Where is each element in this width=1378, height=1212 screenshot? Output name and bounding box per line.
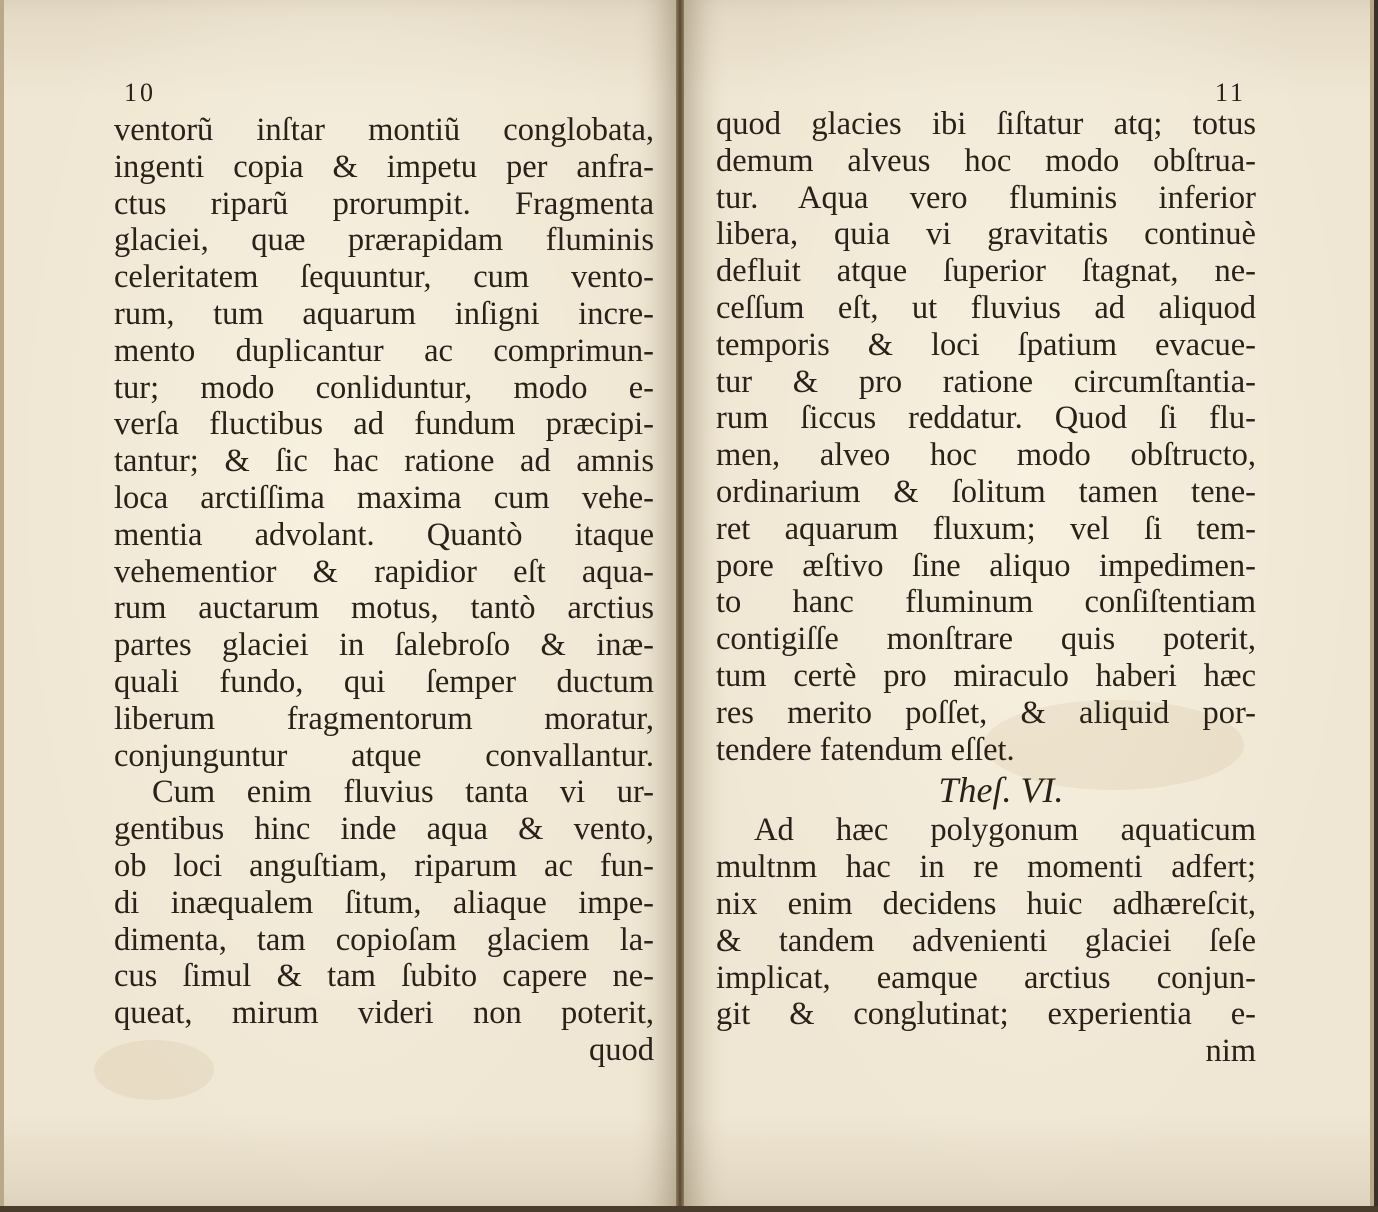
page-number-left: 10 [124, 78, 156, 107]
text-line: temporis & loci ſpatium evacue- [716, 326, 1256, 363]
text-line: tantur; & ſic hac ratione ad amnis [114, 443, 654, 480]
text-line: quali fundo, qui ſemper ductum [114, 663, 654, 700]
text-line: cus ſimul & tam ſubito capere ne- [114, 958, 654, 995]
text-line: implicat, eamque arctius conjun- [716, 959, 1256, 996]
text-line: gentibus hinc inde aqua & vento, [114, 811, 654, 848]
text-line: conjunguntur atque convallantur. [114, 737, 654, 774]
text-line: git & conglutinat; experientia e- [716, 996, 1256, 1033]
text-line: di inæqualem ſitum, aliaque impe- [114, 884, 654, 921]
text-line: mentia advolant. Quantò itaque [114, 516, 654, 553]
text-line: defluit atque ſuperior ſtagnat, ne- [716, 253, 1256, 290]
text-line: tur & pro ratione circumſtantia- [716, 363, 1256, 400]
text-line: libera, quia vi gravitatis continuè [716, 216, 1256, 253]
text-line: mento duplicantur ac comprimun- [114, 332, 654, 369]
section-heading: Theſ. VI. [938, 770, 1064, 811]
text-line: multnm hac in re momenti adfert; [716, 849, 1256, 886]
text-line: ordinarium & ſolitum tamen tene- [716, 473, 1256, 510]
text-line: glaciei, quæ prærapidam fluminis [114, 222, 654, 259]
text-line: celeritatem ſequuntur, cum vento- [114, 259, 654, 296]
text-line: Ad hæc polygonum aquaticum [754, 812, 1256, 849]
left-page [0, 0, 676, 1212]
text-line: men, alveo hoc modo obſtructo, [716, 437, 1256, 474]
text-line: tendere fatendum eſſet. [716, 731, 1015, 768]
text-line: res merito poſſet, & aliquid por- [716, 694, 1256, 731]
text-line: rum ſiccus reddatur. Quod ſi flu- [716, 400, 1256, 437]
text-line: demum alveus hoc modo obſtrua- [716, 142, 1256, 179]
text-line: rum, tum aquarum inſigni incre- [114, 295, 654, 332]
text-line: to hanc fluminum conſiſtentiam [716, 584, 1256, 621]
page-number-right: 11 [1214, 78, 1246, 107]
text-line: quod glacies ibi ſiſtatur atq; totus [716, 106, 1256, 142]
text-line: ventorũ inſtar montiũ conglobata, [114, 112, 654, 148]
text-line: tum certè pro miraculo haberi hæc [716, 657, 1256, 694]
text-line: vehementior & rapidior eſt aqua- [114, 553, 654, 590]
text-line: nix enim decidens huic adhæreſcit, [716, 885, 1256, 922]
text-line: dimenta, tam copioſam glaciem la- [114, 921, 654, 958]
text-line: ingenti copia & impetu per anfra- [114, 148, 654, 185]
text-line: tur; modo conliduntur, modo e- [114, 369, 654, 406]
left-text-block [114, 112, 654, 1069]
text-line: contigiſſe monſtrare quis poterit, [716, 621, 1256, 658]
text-line: tur. Aqua vero fluminis inferior [716, 179, 1256, 216]
text-line: rum auctarum motus, tantò arctius [114, 590, 654, 627]
text-line: queat, mirum videri non poterit, [114, 995, 654, 1032]
text-line: loca arctiſſima maxima cum vehe- [114, 479, 654, 516]
catchword: nim [1205, 1033, 1256, 1070]
book-gutter [676, 0, 684, 1212]
right-page [684, 0, 1374, 1212]
text-line: partes glaciei in ſalebroſo & inæ- [114, 627, 654, 664]
catchword: quod [589, 1031, 654, 1068]
text-line: pore æſtivo ſine aliquo impedimen- [716, 547, 1256, 584]
text-line: ret aquarum fluxum; vel ſi tem- [716, 510, 1256, 547]
text-line: ctus riparũ prorumpit. Fragmenta [114, 185, 654, 222]
page-bottom-edge [0, 1206, 1378, 1212]
text-line: Cum enim fluvius tanta vi ur- [152, 774, 654, 811]
text-line: ob loci anguſtiam, riparum ac fun- [114, 847, 654, 884]
text-line: ceſſum eſt, ut fluvius ad aliquod [716, 289, 1256, 326]
text-line: liberum fragmentorum moratur, [114, 700, 654, 737]
text-line: verſa fluctibus ad fundum præcipi- [114, 406, 654, 443]
text-line: & tandem advenienti glaciei ſeſe [716, 922, 1256, 959]
right-text-block [716, 106, 1256, 1070]
